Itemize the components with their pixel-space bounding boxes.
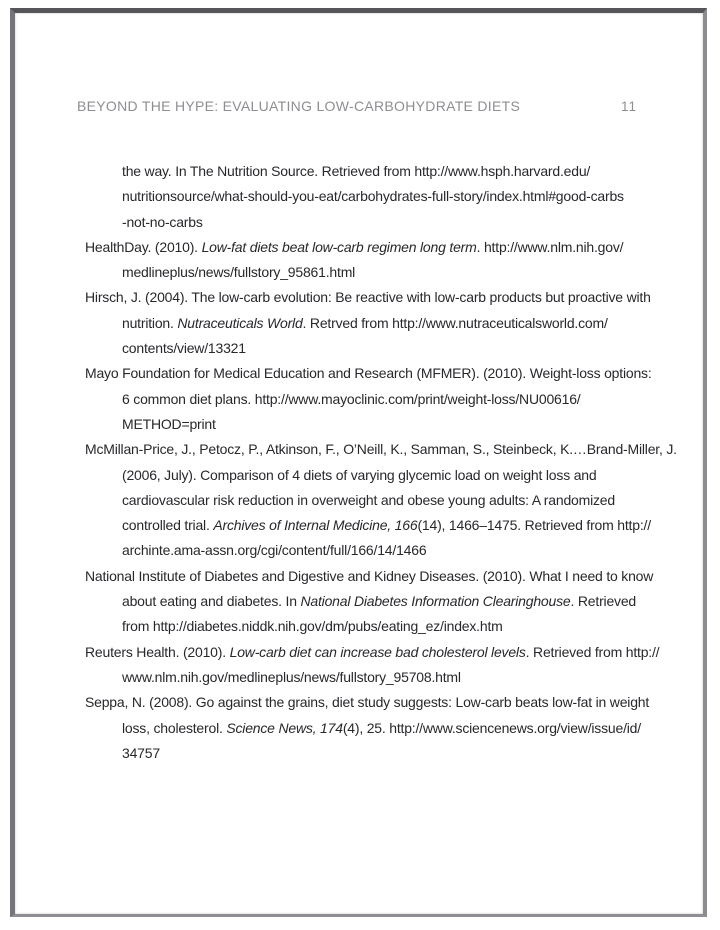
reference-text: controlled trial. (122, 517, 214, 534)
reference-text: archinte.ama-assn.org/cgi/content/full/166/14/1466 (122, 542, 427, 559)
reference-entry-reuters-health-2010 (85, 640, 689, 691)
reference-line (85, 741, 689, 766)
reference-text: 6 common diet plans. http://www.mayoclinic.com/print/weight-loss/NU00616/ (122, 390, 581, 407)
reference-text: 34757 (122, 744, 160, 761)
reference-line (85, 210, 689, 235)
reference-line (85, 716, 689, 741)
running-head: BEYOND THE HYPE: EVALUATING LOW-CARBOHYDRATE DIETS (77, 98, 521, 114)
reference-line (85, 285, 689, 310)
reference-line (85, 690, 689, 715)
reference-line (85, 589, 689, 614)
reference-text: Mayo Foundation for Medical Education and Research (MFMER). (2010). Weight-loss options: (85, 365, 652, 382)
reference-title-italic: Archives of Internal Medicine, 166 (213, 517, 418, 534)
reference-text: www.nlm.nih.gov/medlineplus/news/fullstory_95708.html (122, 668, 461, 685)
reference-entry-mcmillan-price-2006 (85, 437, 689, 563)
reference-title-italic: Low-fat diets beat low-carb regimen long term (201, 238, 477, 255)
reference-line (85, 159, 689, 184)
reference-text: . Retrieved from http:// (525, 643, 660, 660)
reference-text: (14), 1466–1475. Retrieved from http:// (417, 517, 651, 534)
reference-line (85, 387, 689, 412)
reference-text: contents/view/13321 (122, 340, 246, 357)
reference-text: National Institute of Diabetes and Digestive and Kidney Diseases. (2010). What I need to know (85, 567, 654, 584)
reference-text: (2006, July). Comparison of 4 diets of varying glycemic load on weight loss and (122, 466, 597, 483)
reference-line (85, 513, 689, 538)
reference-line (85, 488, 689, 513)
reference-line (85, 614, 689, 639)
reference-line (85, 640, 689, 665)
reference-text: loss, cholesterol. (122, 719, 227, 736)
reference-text: cardiovascular risk reduction in overweight and obese young adults: A randomized (122, 491, 615, 508)
reference-entry-seppa-2008 (85, 690, 689, 766)
references-list (85, 159, 689, 766)
reference-title-italic: Nutraceuticals World (177, 314, 303, 331)
reference-title-italic: Low-carb diet can increase bad cholesterol levels (229, 643, 526, 660)
reference-line (85, 463, 689, 488)
reference-line (85, 336, 689, 361)
reference-entry-mayo-mfmer-2010 (85, 361, 689, 437)
reference-text: McMillan-Price, J., Petocz, P., Atkinson, F., O’Neill, K., Samman, S., Steinbeck, K.…Brand-Miller, J. (85, 441, 677, 458)
reference-line (85, 260, 689, 285)
reference-text: nutritionsource/what-should-you-eat/carbohydrates-full-story/index.html#good-carbs (122, 188, 624, 205)
reference-text: -not-no-carbs (122, 213, 203, 230)
reference-text: about eating and diabetes. In (122, 593, 301, 610)
reference-line (85, 437, 689, 462)
document-page (10, 8, 707, 917)
reference-line (85, 235, 689, 260)
reference-text: . Retrieved (570, 593, 636, 610)
reference-entry-healthday-2010 (85, 235, 689, 286)
reference-entry-harvard-nutrition-source-continuation (85, 159, 689, 235)
page-number: 11 (620, 99, 637, 114)
reference-text: medlineplus/news/fullstory_95861.html (122, 264, 356, 281)
reference-line (85, 665, 689, 690)
reference-text: from http://diabetes.niddk.nih.gov/dm/pubs/eating_ez/index.htm (122, 618, 503, 635)
reference-line (85, 361, 689, 386)
reference-line (85, 184, 689, 209)
reference-line (85, 538, 689, 563)
reference-entry-niddk-2010 (85, 564, 689, 640)
reference-text: Seppa, N. (2008). Go against the grains, diet study suggests: Low-carb beats low-fat in weight (85, 694, 650, 711)
reference-text: HealthDay. (2010). (85, 238, 202, 255)
reference-line (85, 412, 689, 437)
reference-entry-hirsch-2004 (85, 285, 689, 361)
reference-title-italic: Science News, 174 (226, 719, 343, 736)
reference-text: nutrition. (122, 314, 178, 331)
reference-line (85, 311, 689, 336)
page-header (77, 98, 637, 114)
reference-text: . Retrved from http://www.nutraceuticalsworld.com/ (302, 314, 608, 331)
reference-line (85, 564, 689, 589)
reference-title-italic: National Diabetes Information Clearinghouse (300, 593, 571, 610)
reference-text: the way. In The Nutrition Source. Retrieved from http://www.hsph.harvard.edu/ (122, 163, 591, 179)
reference-text: Reuters Health. (2010). (85, 643, 230, 660)
reference-text: (4), 25. http://www.sciencenews.org/view/issue/id/ (342, 719, 641, 736)
reference-text: Hirsch, J. (2004). The low-carb evolution: Be reactive with low-carb products but proactive with (85, 289, 651, 306)
reference-text: METHOD=print (122, 415, 216, 432)
reference-text: . http://www.nlm.nih.gov/ (476, 238, 624, 255)
